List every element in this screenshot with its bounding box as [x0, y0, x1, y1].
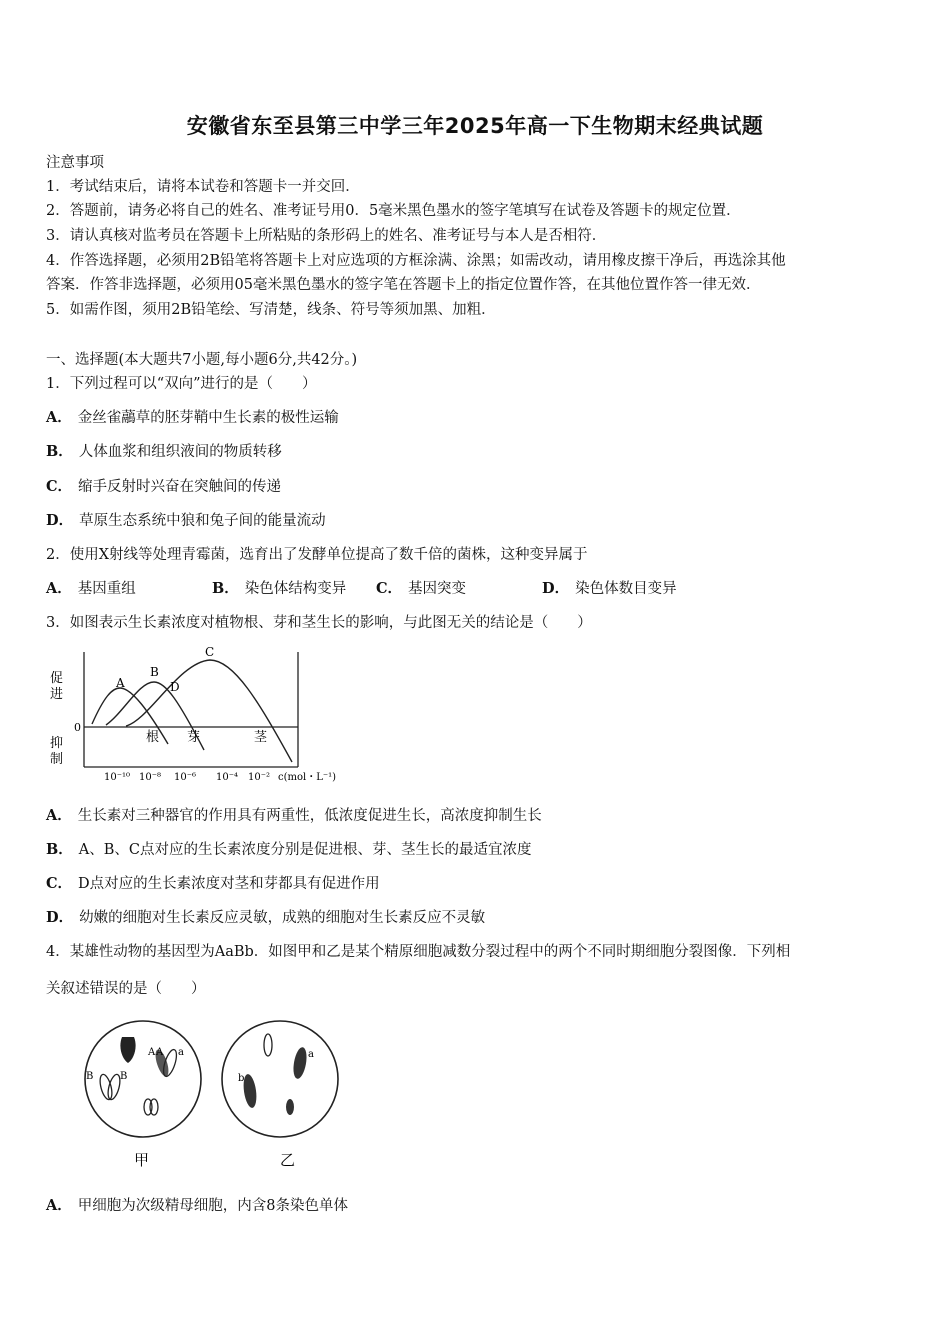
option-label: B．	[46, 443, 73, 460]
y-label-char: 制	[50, 752, 64, 767]
q4-option-a	[46, 1196, 348, 1216]
gene-label: A	[156, 1047, 164, 1058]
option-text: 甲细胞为次级精母细胞，内含8条染色单体	[77, 1198, 348, 1214]
q2-option-a	[46, 579, 136, 599]
notes-heading: 注意事项	[46, 155, 104, 171]
gene-label: B	[120, 1071, 128, 1082]
x-tick-label: 10⁻⁶	[174, 772, 197, 783]
option-text: 幼嫩的细胞对生长素反应灵敏，成熟的细胞对生长素反应不灵敏	[79, 910, 486, 926]
q3-option-c	[46, 874, 380, 894]
x-tick-label: 10⁻⁴	[216, 772, 239, 783]
note-item: 3．请认真核对监考员在答题卡上所粘贴的条形码上的姓名、准考证号与本人是否相符．	[46, 228, 607, 244]
chromosome	[291, 1046, 308, 1080]
option-label: B．	[46, 841, 73, 858]
option-label: C．	[46, 875, 73, 892]
q1-option-d	[46, 511, 326, 531]
option-label: C．	[376, 580, 403, 597]
q4-stem-line1: 4．某雄性动物的基因型为AaBb．如图甲和乙是某个精原细胞减数分裂过程中的两个不同时期细胞分裂图像．下列相	[46, 944, 791, 960]
cell-label: 甲	[134, 1151, 150, 1169]
curve-label: 根	[146, 730, 160, 745]
zero-label: 0	[74, 721, 81, 734]
point-label: A	[116, 676, 125, 690]
note-item: 1．考试结束后，请将本试卷和答题卡一并交回．	[46, 179, 360, 195]
option-text: 染色体数目变异	[575, 581, 677, 597]
q2-stem: 2．使用X射线等处理青霉菌，选育出了发酵单位提高了数千倍的菌株，这种变异属于	[46, 547, 588, 563]
option-text: 染色体结构变异	[244, 581, 347, 597]
exam-title: 安徽省东至县第三中学三年2025年高一下生物期末经典试题	[186, 114, 764, 138]
x-tick-label: 10⁻⁸	[139, 772, 162, 783]
q4-stem-line2: 关叙述错误的是（ ）	[46, 981, 206, 997]
option-text: 生长素对三种器官的作用具有两重性，低浓度促进生长，高浓度抑制生长	[77, 808, 542, 824]
y-label-inhibit	[50, 735, 67, 767]
option-text: 金丝雀虉草的胚芽鞘中生长素的极性运输	[77, 410, 339, 426]
gene-label: B	[86, 1071, 94, 1082]
q2-option-b	[212, 579, 346, 599]
q1-option-c	[46, 477, 281, 497]
y-label-char: 抑	[50, 736, 64, 751]
option-label: A．	[46, 1197, 72, 1214]
option-text: A、B、C点对应的生长素浓度分别是促进根、芽、茎生长的最适宜浓度	[78, 842, 532, 858]
option-label: B．	[212, 580, 239, 597]
option-label: D．	[542, 580, 570, 597]
point-label: C	[205, 645, 215, 659]
section-heading: 一、选择题(本大题共7小题,每小题6分,共42分。)	[46, 352, 358, 368]
chromosome	[286, 1099, 294, 1115]
q2-option-c	[376, 579, 466, 599]
cell-division-figure	[78, 1015, 348, 1175]
q1-option-b	[46, 442, 282, 462]
option-label: A．	[46, 409, 72, 426]
option-label: D．	[46, 909, 74, 926]
x-unit-label: c(mol・L⁻¹)	[278, 772, 337, 783]
curve-label: 茎	[254, 730, 268, 745]
note-item: 2．答题前，请务必将自己的姓名、准考证号用0．5毫米黑色墨水的签字笔填写在试卷及答题卡的规定位置．	[46, 203, 741, 219]
q2-option-d	[542, 579, 677, 599]
note-item: 答案．作答非选择题，必须用05毫米黑色墨水的签字笔在答题卡上的指定位置作答，在其他位置作答一律无效．	[46, 277, 761, 293]
point-label: D	[170, 680, 180, 694]
y-label-char: 促	[50, 671, 64, 686]
curve-label: 芽	[187, 730, 201, 745]
option-text: D点对应的生长素浓度对茎和芽都具有促进作用	[78, 876, 380, 892]
q3-option-d	[46, 908, 485, 928]
gene-label: A	[148, 1047, 156, 1058]
q1-stem: 1．下列过程可以“双向”进行的是（ ）	[46, 376, 317, 392]
option-label: A．	[46, 580, 72, 597]
option-text: 缩手反射时兴奋在突触间的传递	[78, 479, 282, 495]
chromosome	[120, 1037, 135, 1063]
q3-stem: 3．如图表示生长素浓度对植物根、芽和茎生长的影响，与此图无关的结论是（ ）	[46, 615, 592, 631]
y-label-promote	[50, 671, 67, 702]
cell-jia	[85, 1021, 201, 1137]
x-tick-label: 10⁻¹⁰	[104, 772, 131, 783]
chromosome	[98, 1073, 114, 1101]
option-text: 基因重组	[77, 581, 136, 597]
option-text: 基因突变	[408, 581, 467, 597]
note-item: 5．如需作图，须用2B铅笔绘、写清楚，线条、符号等须加黑、加粗．	[46, 302, 496, 318]
y-label-char: 进	[50, 687, 64, 702]
gene-label: a	[178, 1047, 184, 1058]
option-label: C．	[46, 478, 73, 495]
cell-label: 乙	[280, 1151, 296, 1169]
q3-option-b	[46, 840, 532, 860]
x-tick-label: 10⁻²	[248, 772, 271, 783]
chromosome	[264, 1034, 272, 1056]
chromosome	[150, 1099, 158, 1115]
gene-label: b	[238, 1073, 245, 1084]
option-text: 人体血浆和组织液间的物质转移	[78, 444, 282, 460]
note-item: 4．作答选择题，必须用2B铅笔将答题卡上对应选项的方框涂满、涂黑；如需改动，请用橡皮擦干净后，再选涂其他	[46, 253, 786, 269]
option-text: 草原生态系统中狼和兔子间的能量流动	[79, 513, 326, 529]
point-label: B	[150, 665, 159, 679]
q3-option-a	[46, 806, 542, 826]
auxin-concentration-figure	[44, 642, 344, 787]
q1-option-a	[46, 408, 339, 428]
gene-label: a	[308, 1049, 314, 1060]
option-label: D．	[46, 512, 74, 529]
option-label: A．	[46, 807, 72, 824]
